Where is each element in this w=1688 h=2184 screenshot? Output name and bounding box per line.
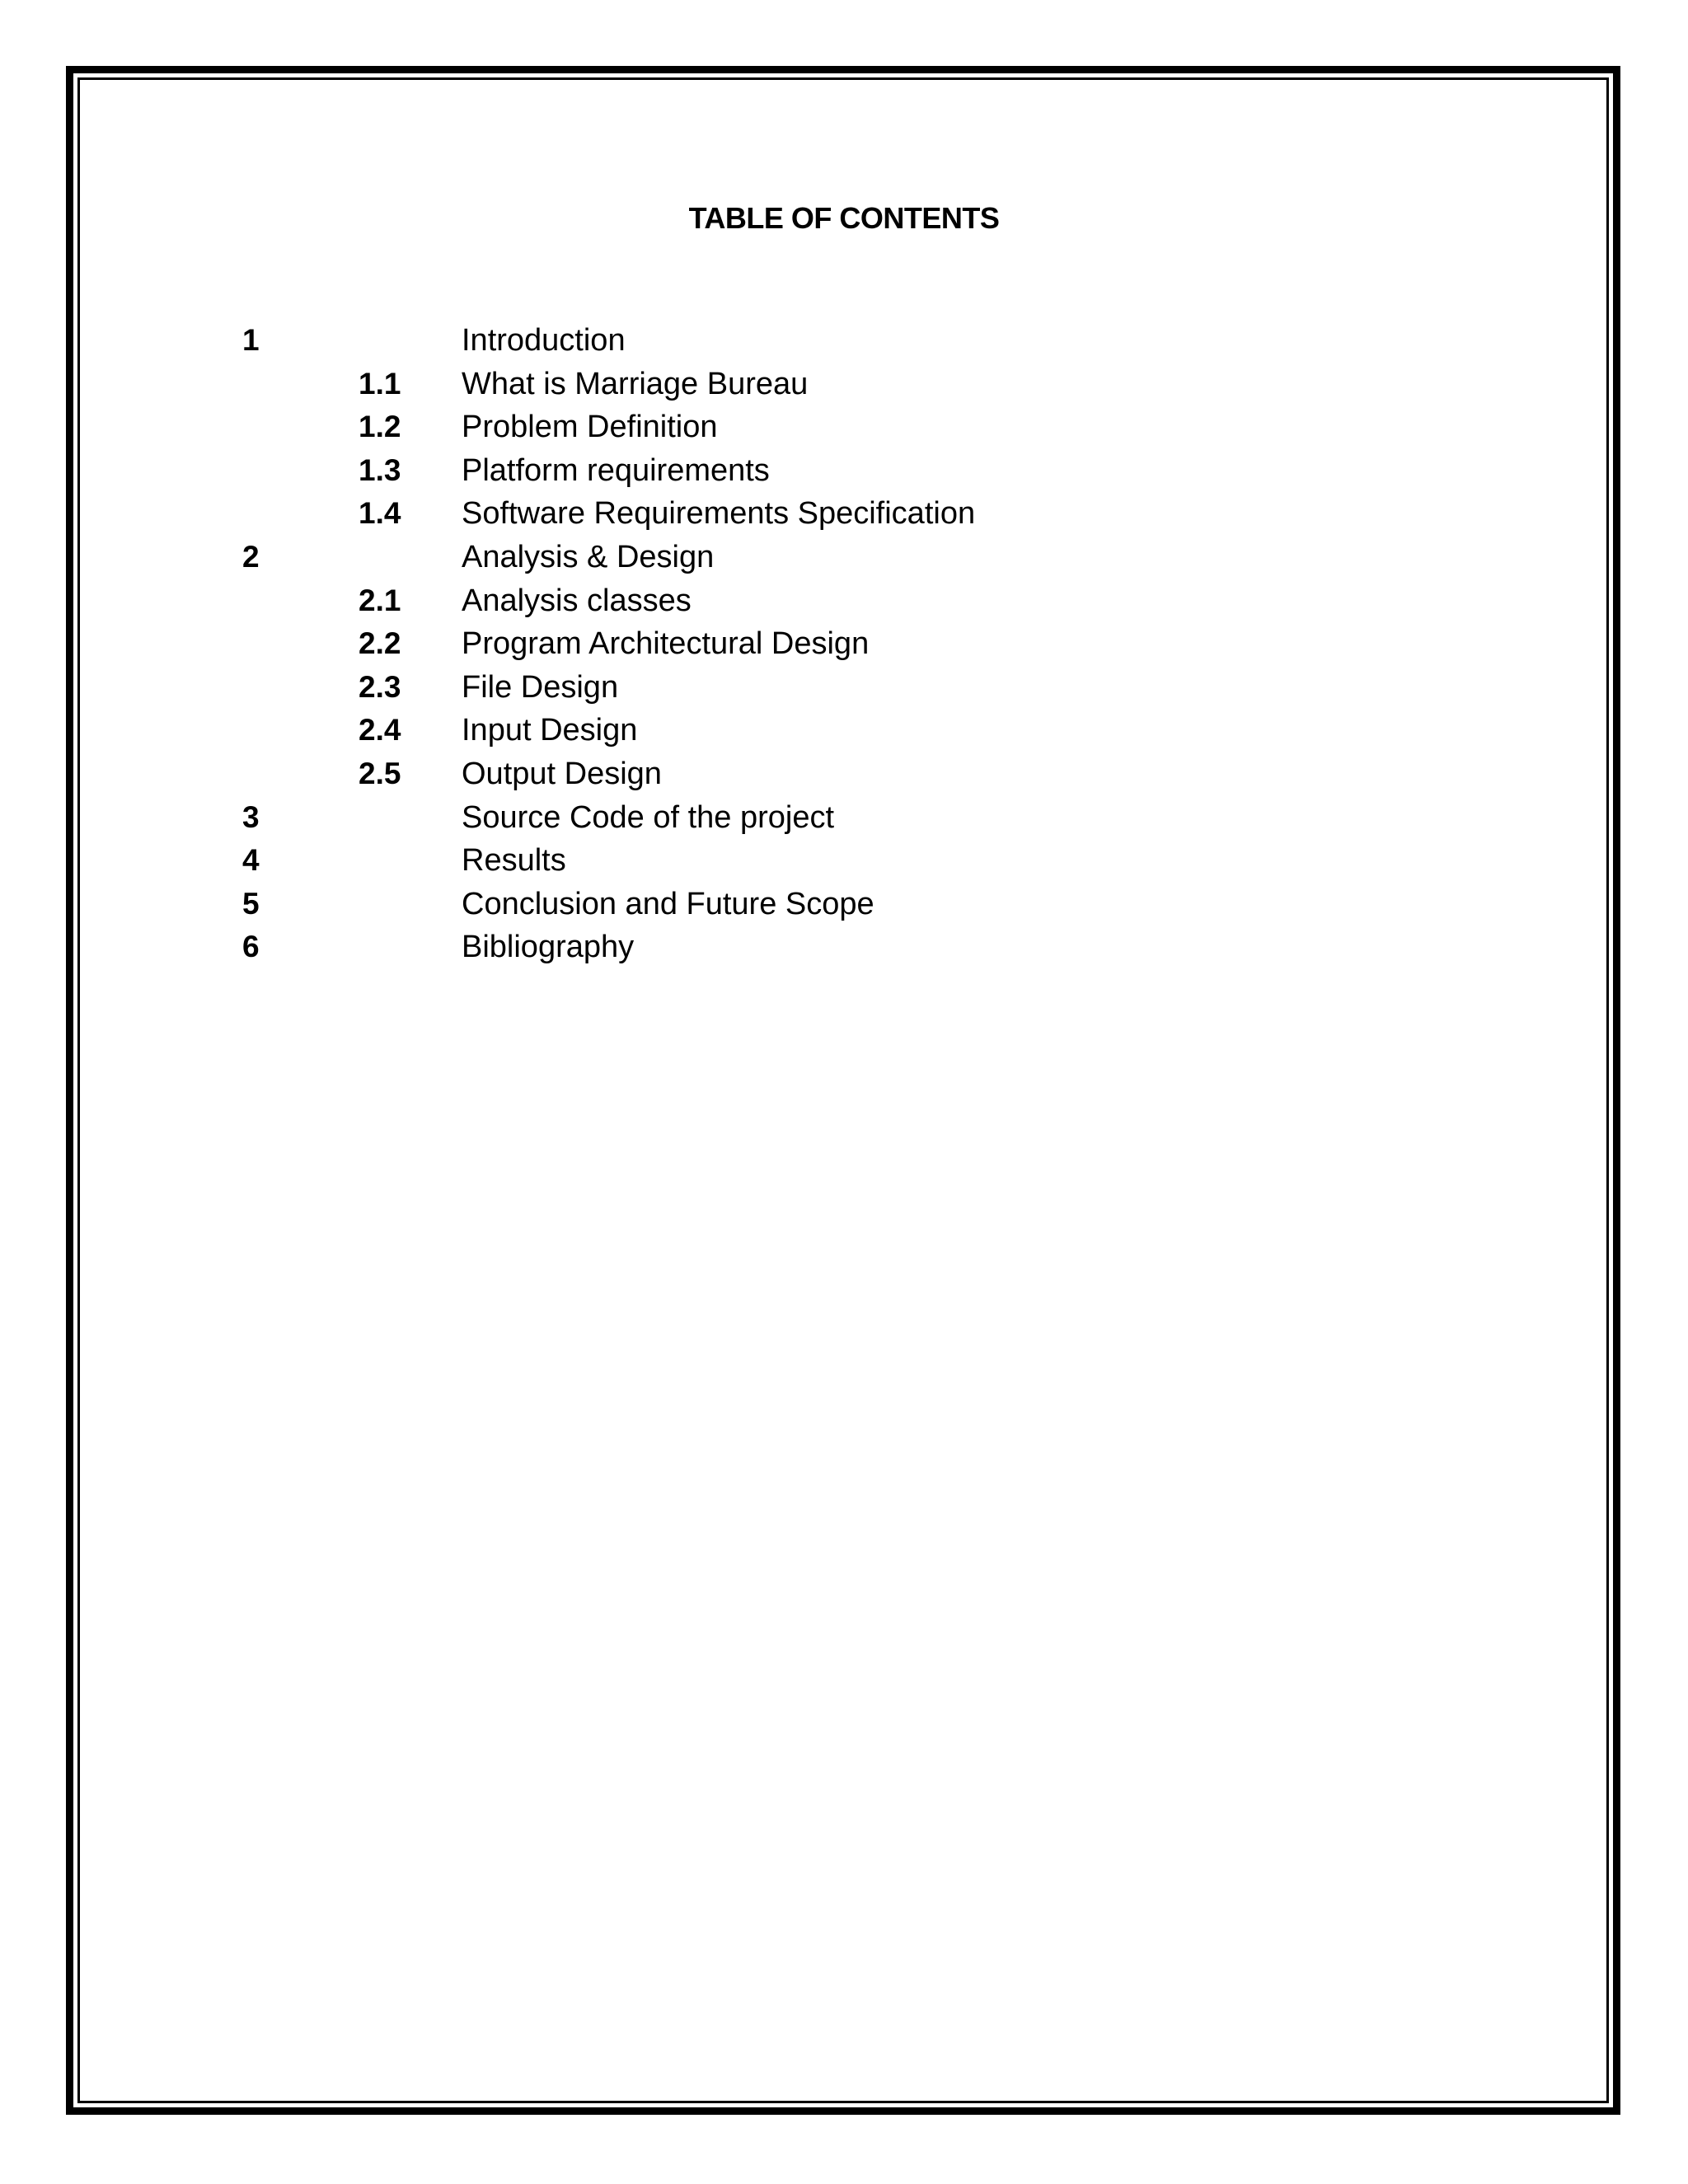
toc-entry-number: 2.2 — [359, 626, 401, 661]
toc-entry-number: 2.5 — [359, 756, 401, 790]
toc-entry-number: 1.1 — [359, 366, 401, 401]
toc-entry — [0, 797, 1688, 841]
toc-entry-label: Problem Definition — [462, 410, 718, 445]
toc-entry-label: Introduction — [462, 323, 626, 358]
toc-entry-number: 2.1 — [359, 583, 401, 617]
toc-entry — [0, 623, 1688, 667]
toc-entry-number: 1 — [242, 323, 260, 357]
toc-entry-label: Analysis & Design — [462, 539, 715, 574]
toc-entry-label: Analysis classes — [462, 583, 692, 618]
toc-entry-label: What is Marriage Bureau — [462, 366, 809, 401]
toc-entry — [0, 493, 1688, 537]
toc-entry-label: Bibliography — [462, 930, 635, 965]
toc-entry-label: File Design — [462, 669, 619, 705]
toc-entry-number: 3 — [242, 799, 260, 834]
toc-entry — [0, 450, 1688, 494]
toc-entry — [0, 667, 1688, 710]
toc-entry-number: 1.3 — [359, 452, 401, 487]
toc-entry-label: Output Design — [462, 756, 662, 791]
table-of-contents — [0, 320, 1688, 970]
toc-entry — [0, 926, 1688, 970]
toc-entry — [0, 537, 1688, 580]
toc-entry-number: 1.2 — [359, 410, 401, 444]
toc-entry — [0, 710, 1688, 753]
toc-entry-label: Platform requirements — [462, 452, 770, 488]
toc-entry-label: Conclusion and Future Scope — [462, 886, 874, 921]
toc-entry — [0, 753, 1688, 797]
toc-entry-number: 6 — [242, 930, 260, 964]
toc-entry-number: 4 — [242, 843, 260, 878]
toc-entry — [0, 840, 1688, 883]
toc-entry-number: 2.3 — [359, 669, 401, 704]
toc-entry-number: 1.4 — [359, 496, 401, 531]
toc-entry-label: Program Architectural Design — [462, 626, 870, 662]
toc-entry-number: 2.4 — [359, 713, 401, 748]
page-title: TABLE OF CONTENTS — [688, 201, 1000, 235]
toc-entry-number: 2 — [242, 539, 260, 574]
toc-entry — [0, 580, 1688, 624]
toc-entry-number: 5 — [242, 886, 260, 921]
toc-entry — [0, 363, 1688, 407]
toc-entry-label: Software Requirements Specification — [462, 496, 976, 532]
toc-entry-label: Source Code of the project — [462, 799, 835, 835]
toc-entry — [0, 406, 1688, 450]
toc-entry — [0, 320, 1688, 363]
toc-entry-label: Input Design — [462, 713, 638, 748]
toc-entry-label: Results — [462, 843, 566, 879]
toc-entry — [0, 883, 1688, 927]
